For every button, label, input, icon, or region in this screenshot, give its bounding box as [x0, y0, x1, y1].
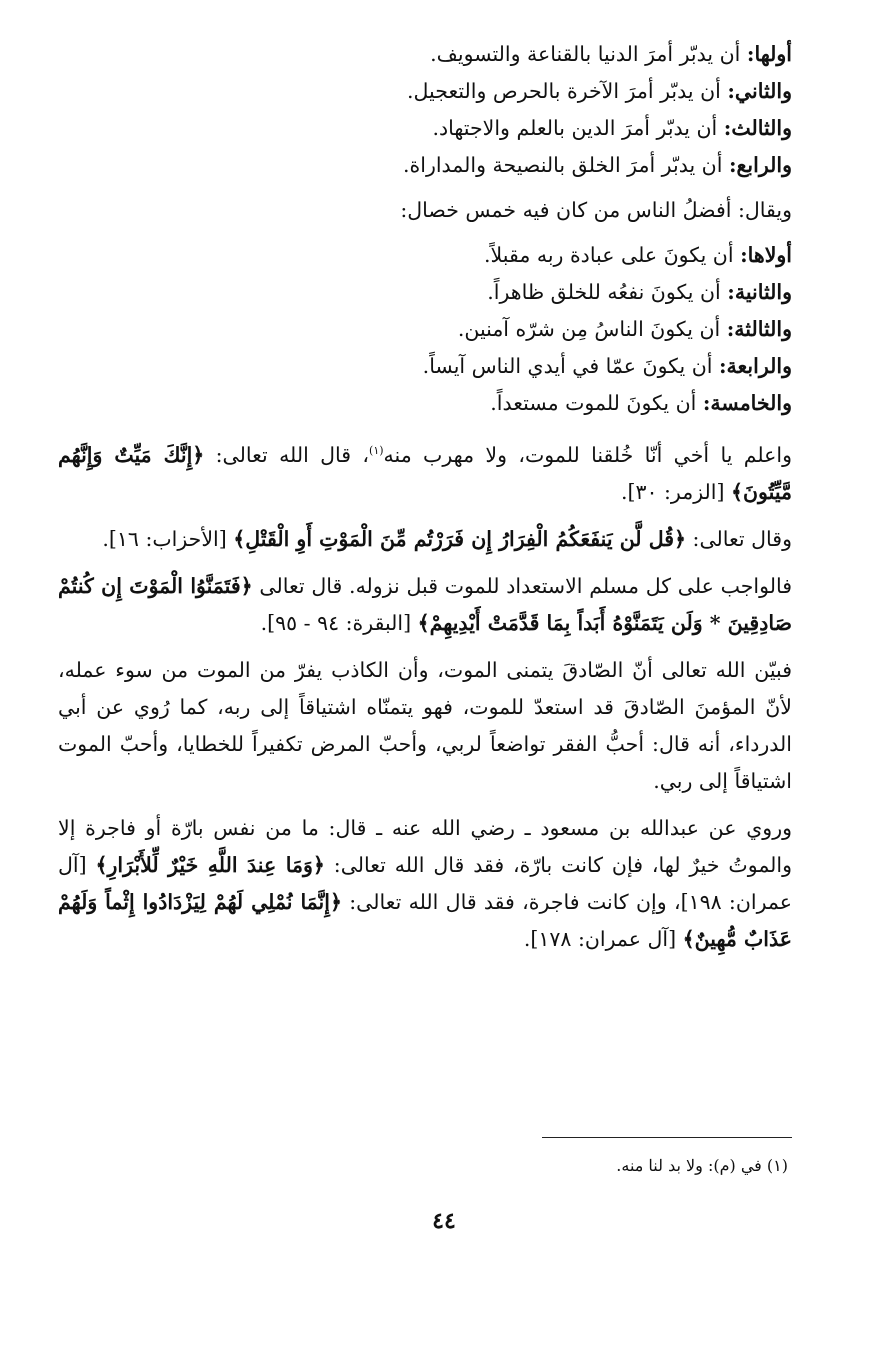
quran-verse: ﴿فَتَمَنَّوُا الْمَوْتَ إِن كُنتُمْ صَادِقِينَ * وَلَن يَتَمَنَّوْهُ أَبَداً بِمَا قَدَّمَتْ أَيْدِيهِمْ﴾ — [58, 573, 792, 635]
paragraph-ibn-masud: وروي عن عبدالله بن مسعود ـ رضي الله عنه ـ قال: ما من نفس بارّة أو فاجرة إلا والموتُ خيرٌ لها، فإن كانت بارّة، فقد قال الله تعالى: ﴿وَمَا عِندَ اللَّهِ خَيْرٌ لِّلأَبْرَارِ﴾ [آل عمران: ١٩٨]، وإن كانت فاجرة، فقد قال الله تعالى: ﴿إِنَّمَا نُمْلِي لَهُمْ لِيَزْدَادُوا إِثْماً وَلَهُمْ عَذَابٌ مُّهِينٌ﴾ [آل عمران: ١٧٨]. — [58, 815, 793, 951]
list2-item-5: والخامسة: أن يكونَ للموت مستعداً. — [490, 391, 792, 415]
list2-item-2: والثانية: أن يكونَ نفعُه للخلق ظاهراً. — [487, 280, 792, 304]
quran-verse: ﴿إِنَّمَا نُمْلِي لَهُمْ لِيَزْدَادُوا إِثْماً وَلَهُمْ عَذَابٌ مُّهِينٌ﴾ — [58, 889, 792, 951]
quran-verse: ﴿إِنَّكَ مَيِّتٌ وَإِنَّهُم مَّيِّتُونَ﴾ — [58, 442, 792, 504]
quran-verse: ﴿وَمَا عِندَ اللَّهِ خَيْرٌ لِّلأَبْرَارِ﴾ — [95, 852, 325, 877]
footnote-divider — [542, 1137, 792, 1138]
paragraph-abu-darda: فبيّن الله تعالى أنّ الصّادقَ يتمنى الموت، وأن الكاذب يفرّ من الموت من سوء عمله، لأنّ المؤمنَ الصّادقَ قد استعدّ للموت، فهو يتمنّاه اشتياقاً إلى ربه، كما رُوي عن أبي الدرداء، أنه قال: أحبُّ الفقر تواضعاً لربي، وأحبّ المرض تكفيراً للخطايا، وأحبّ الموت اشتياقاً إلى ربي. — [58, 657, 792, 793]
quran-verse: ﴿قُل لَّن يَنفَعَكُمُ الْفِرَارُ إِن فَرَرْتُم مِّنَ الْمَوْتِ أَوِ الْقَتْلِ﴾ — [233, 526, 687, 551]
list2-item-4: والرابعة: أن يكونَ عمّا في أيدي الناس آيساً. — [422, 354, 792, 378]
page-number: ٤٤ — [432, 1208, 456, 1234]
paragraph-flight: وقال تعالى: ﴿قُل لَّن يَنفَعَكُمُ الْفِرَارُ إِن فَرَرْتُم مِّنَ الْمَوْتِ أَوِ الْقَتْلِ﴾ [الأحزاب: ١٦]. — [102, 526, 792, 551]
intro-five-traits: ويقال: أفضلُ الناس من كان فيه خمس خصال: — [400, 198, 792, 222]
paragraph-death: واعلم يا أخي أنّا خُلقنا للموت، ولا مهرب منه$^{(١)}$، قال الله تعالى: ﴿إِنَّكَ مَيِّتٌ وَإِنَّهُم مَّيِّتُونَ﴾ [الزمر: ٣٠]. — [58, 442, 793, 504]
list1-item-4: والرابع: أن يدبّر أمرَ الخلق بالنصيحة والمداراة. — [403, 153, 792, 177]
list1-item-1: أولها: أن يدبّر أمرَ الدنيا بالقناعة والتسويف. — [430, 42, 792, 66]
paragraph-preparation: فالواجب على كل مسلم الاستعداد للموت قبل نزوله. قال تعالى ﴿فَتَمَنَّوُا الْمَوْتَ إِن كُنتُمْ صَادِقِينَ * وَلَن يَتَمَنَّوْهُ أَبَداً بِمَا قَدَّمَتْ أَيْدِيهِمْ﴾ [البقرة: ٩٤ - ٩٥]. — [58, 573, 792, 635]
list2-item-3: والثالثة: أن يكونَ الناسُ مِن شرّه آمنين. — [457, 317, 792, 341]
list2-item-1: أولاها: أن يكونَ على عبادة ربه مقبلاً. — [484, 243, 792, 267]
list1-item-3: والثالث: أن يدبّر أمرَ الدين بالعلم والاجتهاد. — [432, 116, 792, 140]
list1-item-2: والثاني: أن يدبّر أمرَ الآخرة بالحرص والتعجيل. — [407, 79, 792, 103]
footnote: (١) في (م): ولا بد لنا منه. — [616, 1156, 788, 1175]
footnote-marker: (١) — [369, 444, 384, 457]
